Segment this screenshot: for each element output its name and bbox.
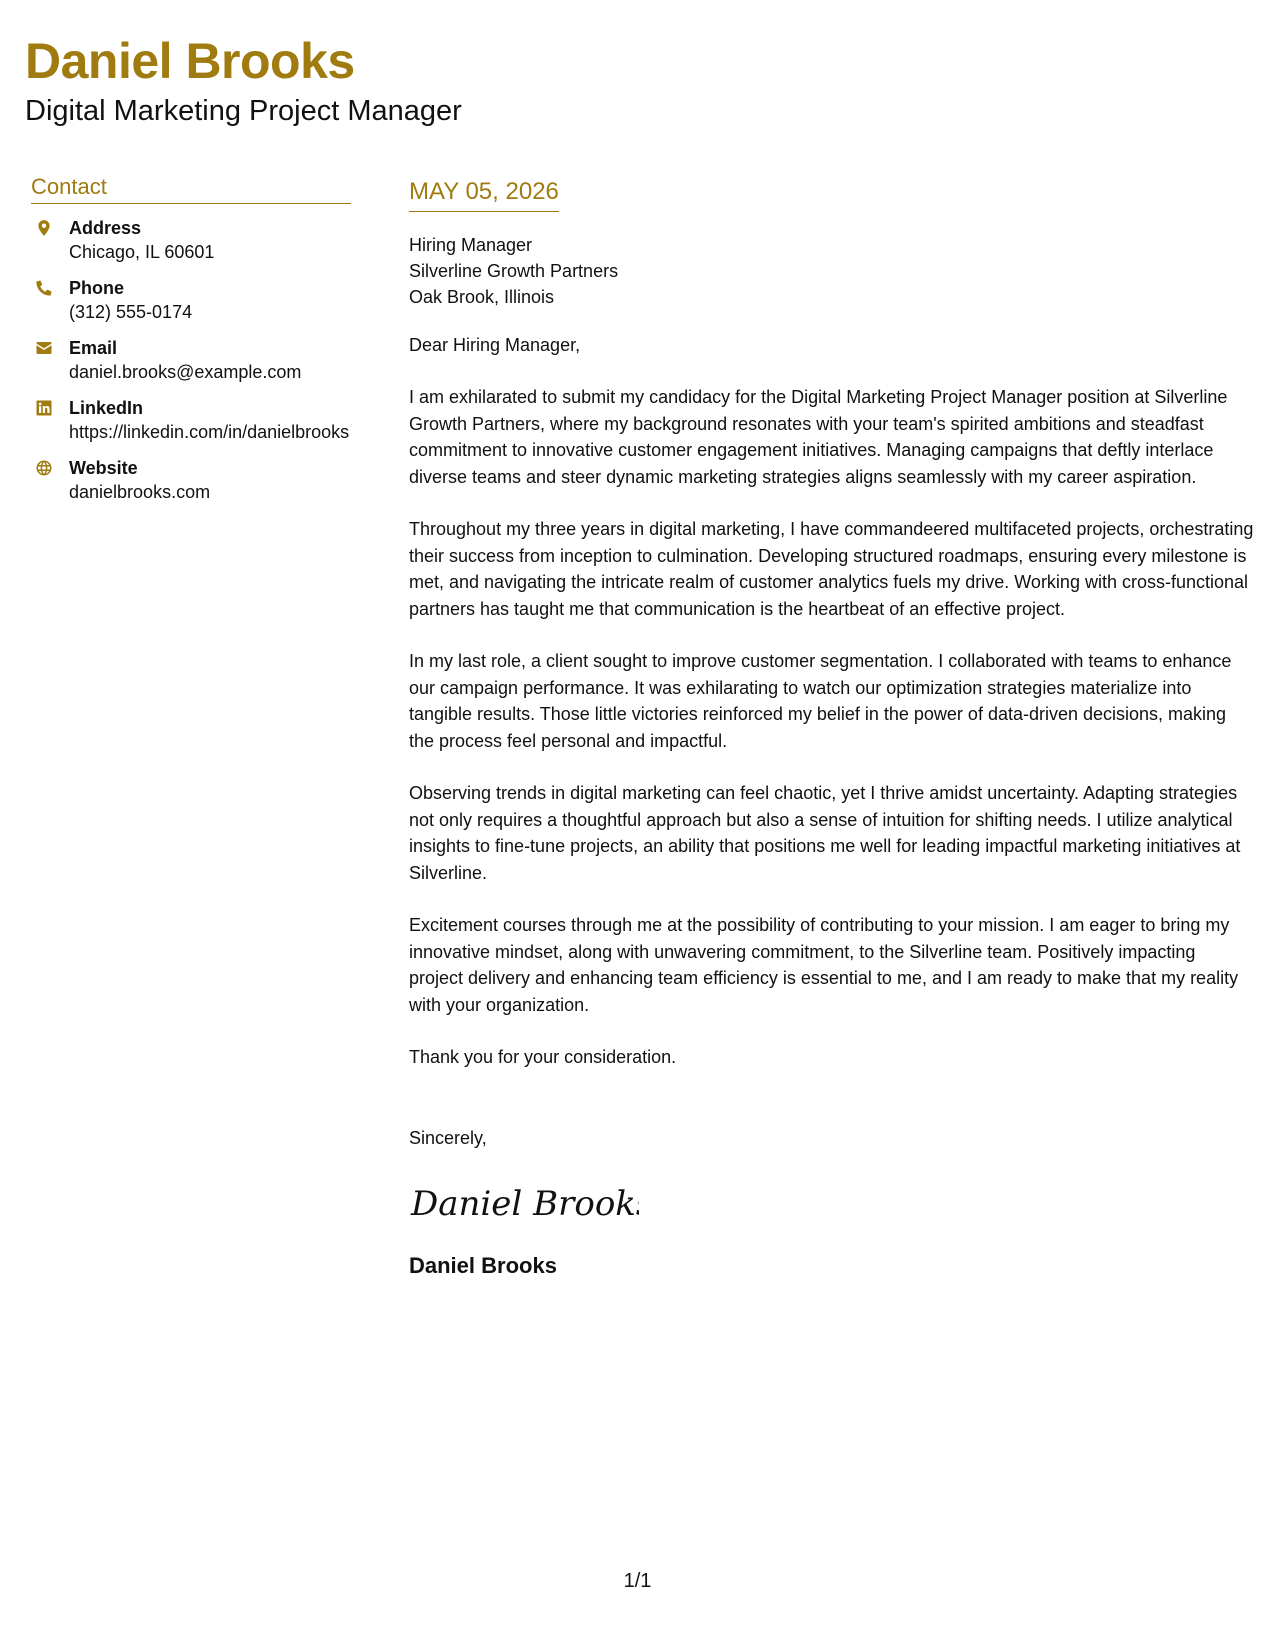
paragraph: Observing trends in digital marketing can feel chaotic, yet I thrive amidst uncertainty. Adapting strategies not only requires a thoughtful approach but also a sense of intuition for shifting needs. I utilize analytical insights to fine-tune projects, an ability that positions me well for leading impactful marketing initiatives at Silverline. [409, 783, 1241, 883]
linkedin-value[interactable]: https://linkedin.com/in/danielbrooks [69, 422, 350, 442]
job-title: Digital Marketing Project Manager [25, 95, 462, 127]
phone-value: (312) 555-0174 [69, 302, 193, 322]
globe-icon [34, 458, 54, 478]
contact-label: Address [69, 218, 142, 238]
recipient-block [409, 232, 1254, 310]
greeting: Dear Hiring Manager, [409, 335, 581, 355]
paragraph: I am exhilarated to submit my candidacy for the Digital Marketing Project Manager position at Silverline Growth Partners, where my background resonates with your team's spirited ambitions and steadfast commitment to innovative customer engagement initiatives. Managing campaigns that deftly interlace diverse teams and steer dynamic marketing strategies aligns seamlessly with my career aspiration. [409, 387, 1228, 487]
contact-label: Phone [69, 278, 125, 298]
contact-item-linkedin [31, 396, 351, 444]
contact-item-email [31, 336, 351, 384]
website-value[interactable]: danielbrooks.com [69, 482, 211, 502]
contact-item-phone [31, 276, 351, 324]
recipient-line: Silverline Growth Partners [409, 261, 619, 281]
signature-text: Daniel Brooks [411, 1183, 639, 1224]
contact-sidebar [31, 174, 351, 516]
handwritten-signature [409, 1177, 639, 1229]
recipient-line: Oak Brook, Illinois [409, 287, 555, 307]
phone-icon [34, 278, 54, 298]
contact-item-address [31, 216, 351, 264]
letter-body [409, 178, 1254, 1279]
map-pin-icon [34, 218, 54, 238]
contact-label: Website [69, 458, 138, 478]
envelope-icon [34, 338, 54, 358]
paragraph: Throughout my three years in digital marketing, I have commandeered multifaceted projects, orchestrating their success from inception to culmination. Developing structured roadmaps, ensuring every milestone is met, and navigating the intricate realm of customer analytics fuels my drive. Working with cross-functional partners has taught me that communication is the heartbeat of an effective project. [409, 519, 1254, 619]
paragraph: Excitement courses through me at the possibility of contributing to your mission. I am eager to bring my innovative mindset, along with unwavering commitment, to the Silverline team. Positively impacting project delivery and enhancing team efficiency is essential to me, and I am ready to make that my reality with your organization. [409, 915, 1239, 1015]
contact-label: LinkedIn [69, 398, 144, 418]
contact-item-website [31, 456, 351, 504]
closing: Sincerely, [409, 1127, 487, 1148]
recipient-line: Hiring Manager [409, 235, 533, 255]
email-value[interactable]: daniel.brooks@example.com [69, 362, 302, 382]
thank-you-line: Thank you for your consideration. [409, 1047, 677, 1067]
page-number: 1/1 [623, 1570, 652, 1592]
contact-heading: Contact [31, 174, 351, 204]
linkedin-icon [34, 398, 54, 418]
address-value: Chicago, IL 60601 [69, 242, 215, 262]
signer-name: Daniel Brooks [409, 1252, 557, 1278]
paragraph: In my last role, a client sought to improve customer segmentation. I collaborated with teams to enhance our campaign performance. It was exhilarating to watch our optimization strategies materialize into tangible results. Those little victories reinforced my belief in the power of data-driven decisions, making the process feel personal and impactful. [409, 651, 1232, 751]
applicant-name: Daniel Brooks [25, 33, 355, 89]
letter-date: MAY 05, 2026 [409, 178, 559, 212]
contact-label: Email [69, 338, 118, 358]
